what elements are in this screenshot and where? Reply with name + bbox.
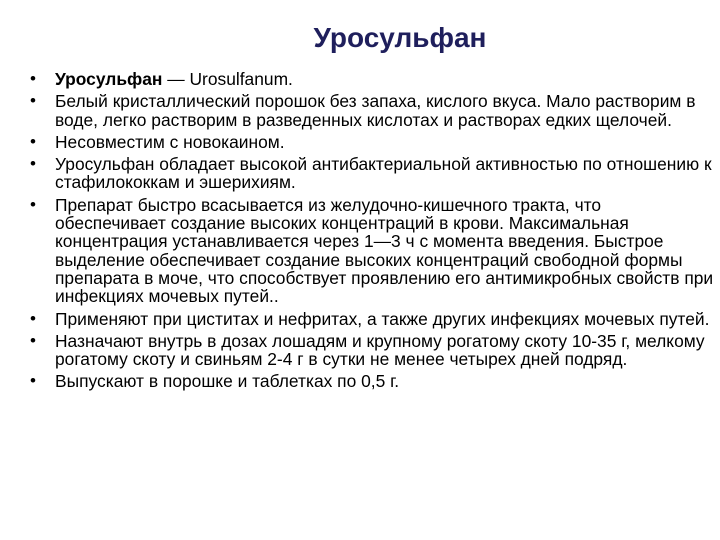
bullet-item-indications — [30, 310, 714, 328]
bullet-icon: • — [30, 371, 36, 391]
bullet-text: Несовместим с новокаином. — [55, 131, 285, 152]
bullet-icon: • — [30, 69, 36, 88]
bullet-item-form — [30, 372, 714, 390]
bullet-item-activity — [30, 155, 714, 192]
bullet-item-properties — [30, 92, 714, 129]
bullet-text: Выпускают в порошке и таблетках по 0,5 г. — [55, 371, 400, 392]
drug-name: Уросульфан — [55, 69, 163, 89]
bullet-list — [30, 70, 714, 395]
bullet-text: Белый кристаллический порошок без запаха, кислого вкуса. Мало растворим в воде, легко растворим в разведенных кислотах и растворах едких щелочей. — [55, 91, 696, 130]
bullet-icon: • — [30, 154, 36, 174]
bullet-icon: • — [30, 91, 36, 111]
bullet-item-pharmacokinetics — [30, 196, 714, 306]
bullet-item-name — [30, 70, 714, 88]
bullet-icon: • — [30, 194, 36, 214]
bullet-text: Применяют при циститах и нефритах, а также других инфекциях мочевых путей. — [55, 308, 710, 329]
bullet-text: Назначают внутрь в дозах лошадям и крупному рогатому скоту 10-35 г, мелкому рогатому скоту и свиньям 2-4 г в сутки не менее четырех дней подряд. — [55, 330, 705, 370]
bullet-item-dosage — [30, 332, 714, 369]
bullet-icon: • — [30, 131, 36, 151]
bullet-item-incompatibility — [30, 133, 714, 151]
bullet-icon: • — [30, 308, 36, 328]
bullet-text: Уросульфан обладает высокой антибактериальной активностью по отношению к стафилококкам и эшерихиям. — [55, 154, 712, 193]
bullet-text: Препарат быстро всасывается из желудочно-кишечного тракта, что обеспечивает создание высоких концентраций в крови. Максимальная концентрация устанавливается через 1—3 ч с момента введения. Быстрое выделение обеспечивает создание высоких концентраций свободной формы препарата в моче, что способствует проявлению его антимикробных свойств при инфекциях мочевых путей.. — [55, 194, 714, 307]
bullet-icon: • — [30, 330, 36, 350]
drug-latin-name: — Urosulfanum. — [162, 69, 293, 89]
slide-title: Уросульфан — [313, 22, 487, 53]
